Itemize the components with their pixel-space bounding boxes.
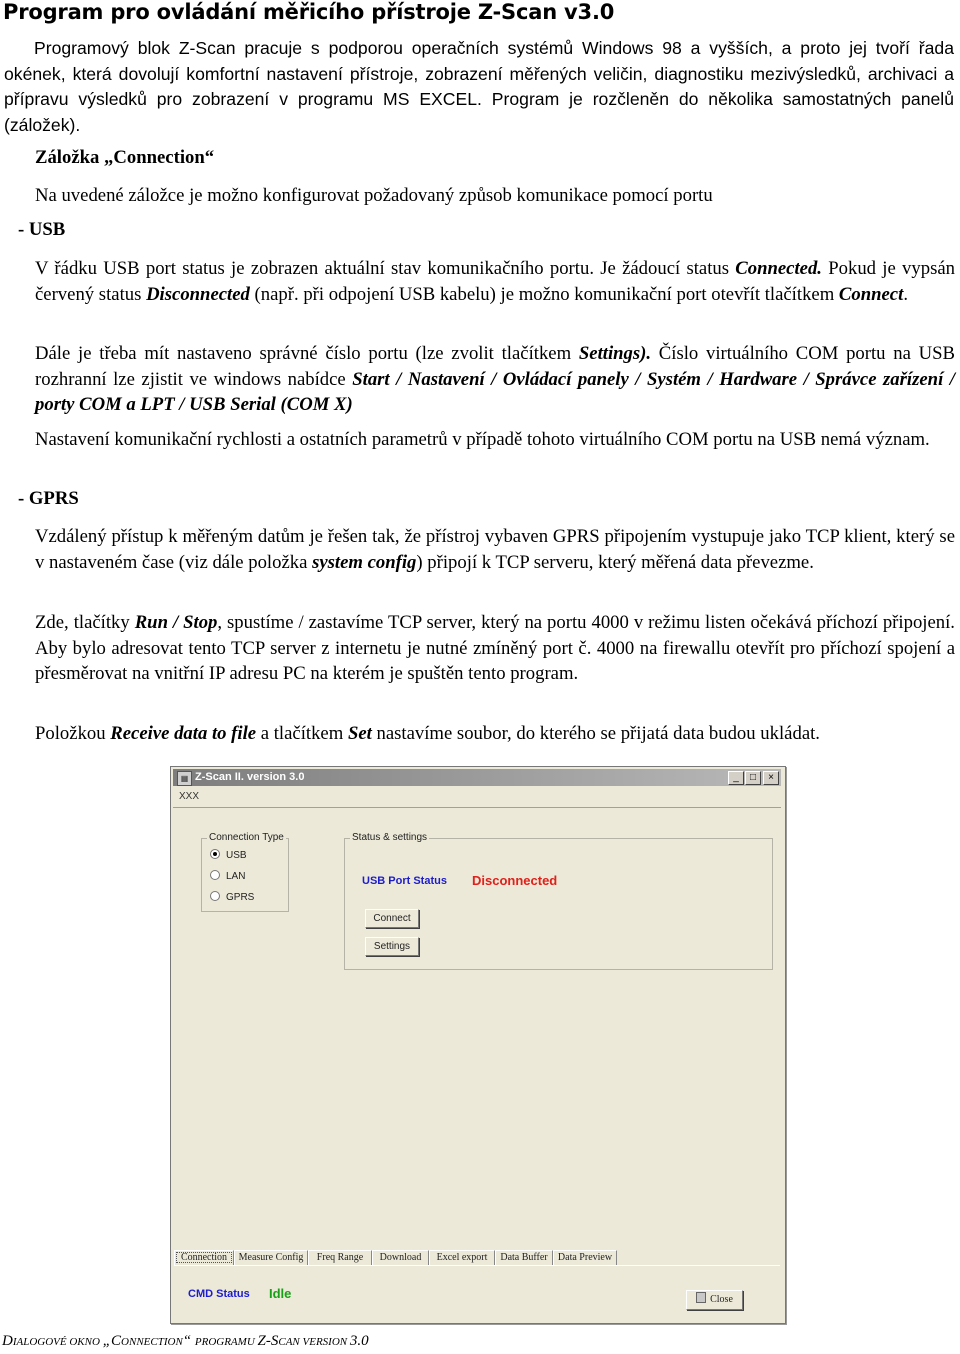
usb-port-status-value: Disconnected xyxy=(472,873,558,888)
divider xyxy=(173,807,781,808)
tab-data-preview[interactable]: Data Preview xyxy=(553,1250,617,1266)
app-window xyxy=(170,766,786,1324)
settings-button[interactable]: Settings xyxy=(365,937,419,956)
window-subtitle: XXX xyxy=(179,791,200,802)
tab-connection[interactable]: Connection xyxy=(174,1250,234,1265)
tab-download[interactable]: Download xyxy=(372,1250,429,1266)
gprs-heading: - GPRS xyxy=(18,488,79,509)
cmd-status-value: Idle xyxy=(269,1286,292,1301)
tab-data-buffer[interactable]: Data Buffer xyxy=(495,1250,553,1266)
close-button[interactable]: Close xyxy=(686,1290,743,1310)
gprs-paragraph-1: Vzdálený přístup k měřeným datům je řešen tak, že přístroj vybaven GPRS připojením vystupuje jako TCP klient, který se v nastaveném čase (viz dále položka system config) připojí k TCP serveru, který měřená data převezme. xyxy=(35,526,955,573)
connection-type-legend: Connection Type xyxy=(209,832,284,843)
connect-button[interactable]: Connect xyxy=(365,909,419,928)
usb-paragraph-3: Nastavení komunikační rychlosti a ostatních parametrů v případě tohoto virtuálního COM portu na USB nemá význam. xyxy=(35,429,930,450)
tab-panel xyxy=(174,1265,780,1318)
intro-paragraph: Programový blok Z-Scan pracuje s podporou operačních systémů Windows 98 a vyšších, a proto jej tvoří řada okének, která dovolují komfortní nastavení přístroje, zobrazení měřených veličin, diagnostiku mezivýsledků, archivaci a přípravu výsledků pro zobrazení v programu MS EXCEL. Program je rozčleněn do několika samostatných panelů (záložek). xyxy=(4,38,954,135)
radio-usb[interactable]: USB xyxy=(210,849,247,861)
radio-icon xyxy=(210,870,220,880)
maximize-button[interactable]: □ xyxy=(745,771,761,785)
tab-excel-export[interactable]: Excel export xyxy=(429,1250,495,1266)
tab-freq-range[interactable]: Freq Range xyxy=(308,1250,372,1266)
usb-port-status-label: USB Port Status xyxy=(362,875,447,887)
usb-paragraph-2: Dále je třeba mít nastaveno správné číslo portu (lze zvolit tlačítkem Settings). Číslo virtuálního COM portu na USB rozhranní lze zjistit ve windows nabídce Start / Nastavení / Ovládací panely / Systém / Hardware / Správce zařízení / porty COM a LPT / USB Serial (COM X) xyxy=(35,343,956,415)
radio-icon xyxy=(210,891,220,901)
figure-caption: DIALOGOVÉ OKNO „CONNECTION“ PROGRAMU Z-SCAN VERSION 3.0 xyxy=(2,1333,369,1349)
radio-selected-icon xyxy=(210,849,220,859)
radio-gprs[interactable]: GPRS xyxy=(210,891,254,903)
radio-lan[interactable]: LAN xyxy=(210,870,245,882)
close-door-icon xyxy=(696,1292,706,1303)
close-window-button[interactable]: × xyxy=(763,771,779,785)
connection-text: Na uvedené záložce je možno konfigurovat požadovaný způsob komunikace pomocí portu xyxy=(35,185,713,206)
tab-strip xyxy=(174,1250,782,1265)
app-icon: ▦ xyxy=(177,771,192,786)
gprs-paragraph-3: Položkou Receive data to file a tlačítkem Set nastavíme soubor, do kterého se přijatá data budou ukládat. xyxy=(35,723,820,744)
gprs-paragraph-2: Zde, tlačítky Run / Stop, spustíme / zastavíme TCP server, který na portu 4000 v režimu listen očekává příchozí připojení. Aby bylo adresovat tento TCP server z internetu je nutné zmíněný port č. 4000 na firewallu otevřít pro příchozí spojení a přesměrovat na vnitřní IP adresu PC na kterém je spuštěn tento program. xyxy=(35,612,955,684)
cmd-status-label: CMD Status xyxy=(188,1288,250,1300)
status-settings-group xyxy=(344,832,773,970)
connection-type-group xyxy=(201,832,289,912)
tab-measure-config[interactable]: Measure Config xyxy=(234,1250,308,1266)
status-settings-legend: Status & settings xyxy=(352,832,428,843)
page-title: Program pro ovládání měřicího přístroje Z-Scan v3.0 xyxy=(3,0,615,24)
window-titlebar[interactable] xyxy=(173,769,781,786)
usb-paragraph-1: V řádku USB port status je zobrazen aktuální stav komunikačního portu. Je žádoucí status Connected. Pokud je vypsán červený status Disconnected (např. při odpojení USB kabelu) je možno komunikační port otevřít tlačítkem Connect. xyxy=(35,258,955,305)
connection-heading: Záložka „Connection“ xyxy=(35,147,215,168)
usb-heading: - USB xyxy=(18,219,66,240)
window-title: Z-Scan II. version 3.0 xyxy=(195,771,305,783)
minimize-button[interactable]: _ xyxy=(728,771,744,785)
